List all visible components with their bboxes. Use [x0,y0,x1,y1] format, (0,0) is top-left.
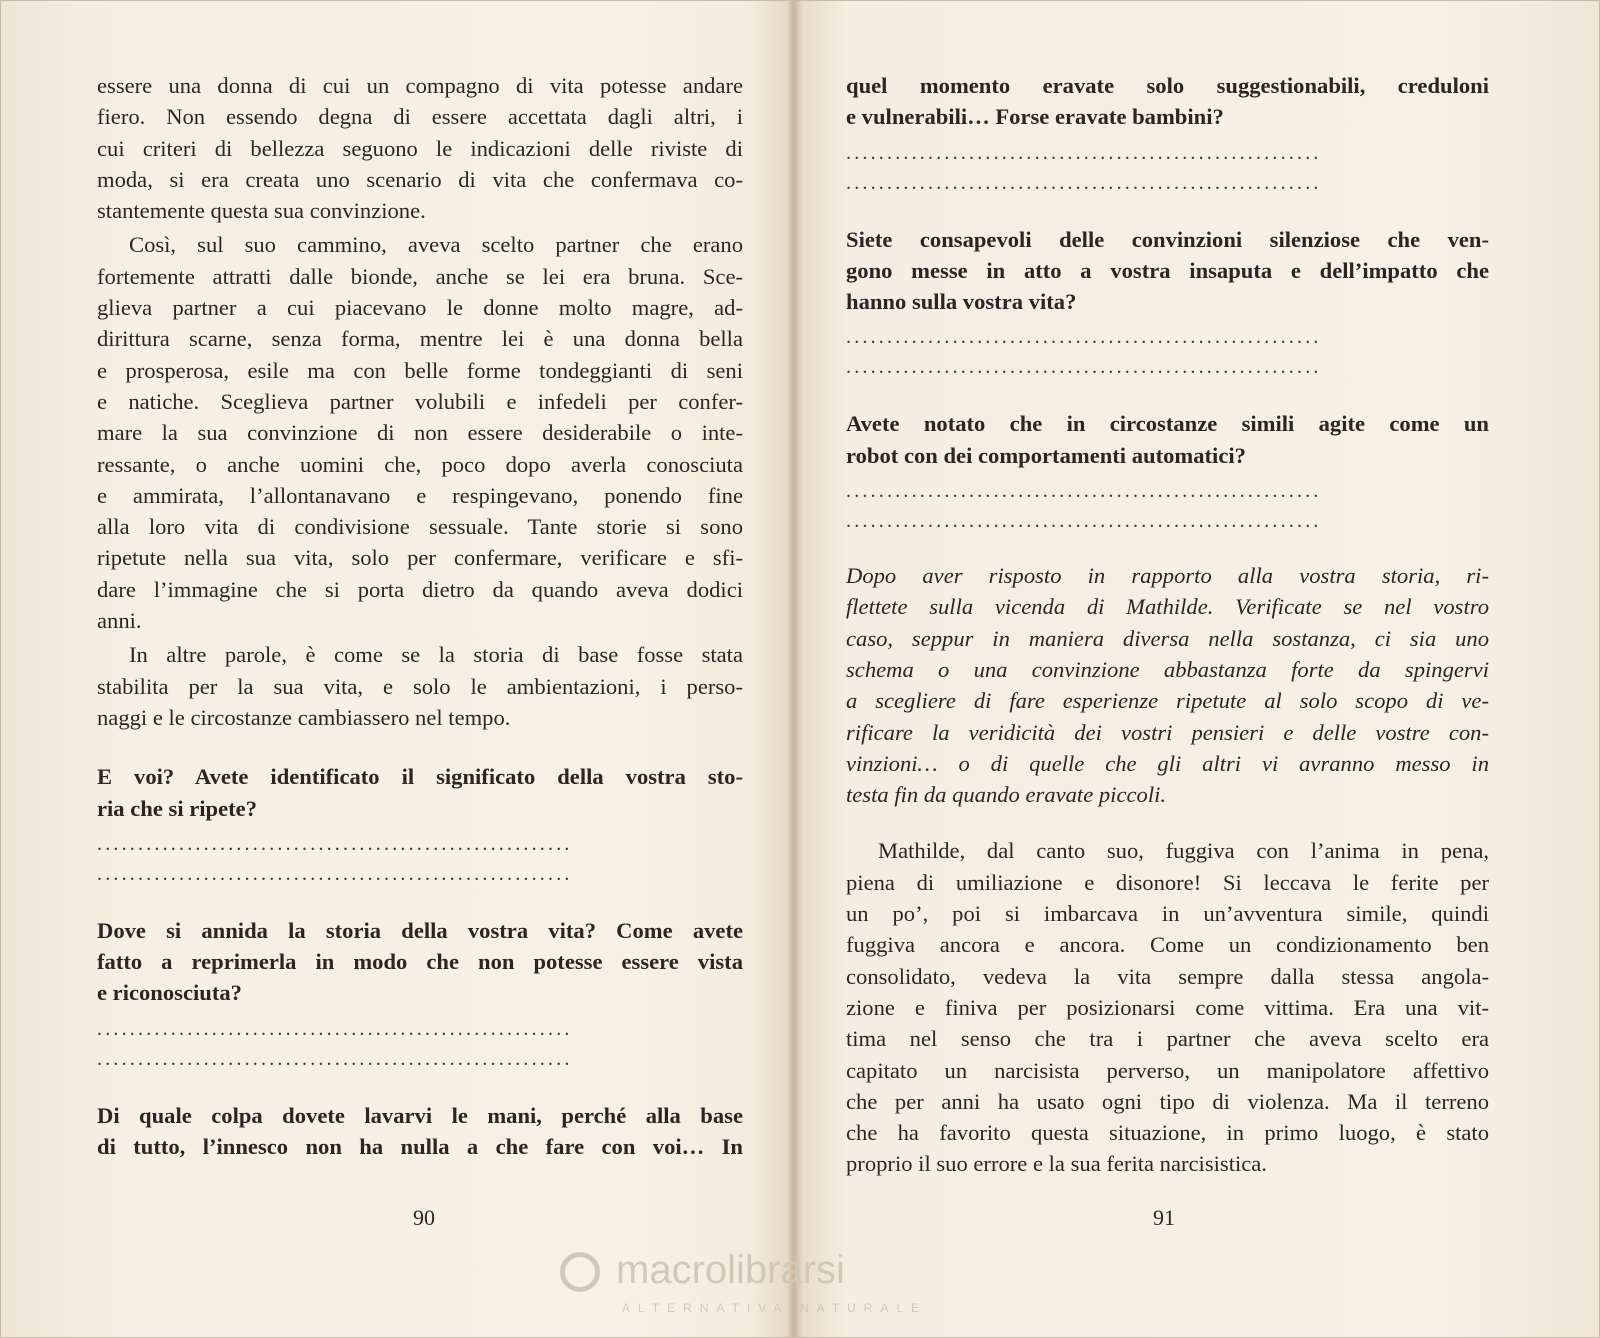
text-line: anni. [97,608,142,634]
text-line: Di quale colpa dovete lavarvi le mani, perché alla base [97,1102,743,1128]
paragraph [846,835,1489,1179]
text-line: stantemente questa sua convinzione. [97,198,426,224]
answer-line[interactable]: .......................................................... [846,171,1322,194]
watermark-brand: macrolibrarsi [616,1248,845,1292]
text-line: schema o una convinzione abbastanza forte da spingervi [846,656,1489,682]
question-prompt [846,408,1489,471]
text-line: stabilita per la sua vita, e solo le ambientazioni, i perso- [97,673,743,699]
text-line: che per anni ha usato ogni tipo di violenza. Ma il terreno [846,1088,1489,1114]
text-line: alla loro vita di condivisione sessuale. Tante storie si sono [97,514,743,540]
answer-line[interactable]: .......................................................... [846,356,1322,379]
text-line: vinzioni… o di quelle che gli altri vi avranno messo in [846,750,1489,776]
text-line: Siete consapevoli delle convinzioni silenziose che ven- [846,226,1489,252]
answer-lines[interactable] [97,829,743,889]
question-prompt [97,915,743,1009]
text-line: ressante, o anche uomini che, poco dopo averla conosciuta [97,451,743,477]
text-line: tima nel senso che tra i partner che aveva scelto era [846,1026,1489,1052]
right-page [846,70,1489,1180]
paragraph [97,70,743,226]
answer-line[interactable]: .......................................................... [97,832,573,855]
text-line: Mathilde, dal canto suo, fuggiva con l’anima in pena, [878,838,1489,864]
answer-lines[interactable] [846,476,1489,536]
watermark-tagline: ALTERNATIVA NATURALE [622,1301,928,1315]
text-line: e natiche. Sceglieva partner volubili e infedeli per confer- [97,388,743,414]
text-line: In altre parole, è come se la storia di base fosse stata [129,642,743,668]
text-line: e prosperosa, esile ma con belle forme tondeggianti di seni [97,357,743,383]
text-line: fuggiva ancora e ancora. Come un condizionamento ben [846,932,1489,958]
text-line: che ha favorito questa situazione, in primo luogo, è stato [846,1120,1489,1146]
text-line: quel momento eravate solo suggestionabili, creduloni [846,73,1489,98]
text-line: di tutto, l’innesco non ha nulla a che fare con voi… In [97,1134,743,1160]
watermark [560,1246,1040,1336]
text-line: moda, si era creata uno scenario di vita che confermava co- [97,166,743,192]
text-line: zione e finiva per posizionarsi come vittima. Era una vit- [846,994,1489,1020]
text-line: glieva partner a cui piacevano le donne molto magre, ad- [97,295,743,321]
text-line: consolidato, vedeva la vita sempre dalla stessa angola- [846,963,1489,989]
text-line: flettete sulla vicenda di Mathilde. Verificate se nel vostro [846,594,1489,620]
text-line: Dove si annida la storia della vostra vita? Come avete [97,917,743,943]
page-number-left: 90 [413,1205,435,1230]
answer-line[interactable]: .......................................................... [846,326,1322,349]
text-line: fiero. Non essendo degna di essere accettata dagli altri, i [97,104,743,130]
text-line: gono messe in atto a vostra insaputa e dell’impatto che [846,257,1489,283]
answer-line[interactable]: .......................................................... [97,1017,573,1040]
text-line: Avete notato che in circostanze simili agite come un [846,411,1489,437]
text-line: e riconosciuta? [97,980,242,1006]
answer-lines[interactable] [846,138,1489,198]
answer-line[interactable]: .......................................................... [846,480,1322,503]
text-line: e ammirata, l’allontanavano e respingevano, ponendo fine [97,482,743,508]
text-line: caso, seppur in maniera diversa nella sostanza, ci sia uno [846,625,1489,651]
question-prompt [97,1100,743,1163]
text-line: proprio il suo errore e la sua ferita narcisistica. [846,1151,1267,1177]
text-line: rificare la veridicità dei vostri pensieri e delle vostre con- [846,719,1489,745]
text-line: Dopo aver risposto in rapporto alla vostra storia, ri- [846,563,1489,589]
paragraph [97,639,743,733]
answer-line[interactable]: .......................................................... [97,1047,573,1070]
text-line: fortemente attratti dalle bionde, anche se lei era bruna. Sce- [97,263,743,289]
text-line: piena di umiliazione e disonore! Si leccava le ferite per [846,869,1489,895]
text-line: mare la sua convinzione di non essere desiderabile o inte- [97,420,743,446]
text-line: un po’, poi si imbarcava in un’avventura simile, quindi [846,901,1489,927]
answer-line[interactable]: .......................................................... [846,141,1322,164]
question-prompt [846,224,1489,318]
text-line: robot con dei comportamenti automatici? [846,442,1246,468]
answer-lines[interactable] [846,322,1489,382]
text-line: hanno sulla vostra vita? [846,289,1077,315]
page-number-right: 91 [1153,1205,1175,1230]
question-prompt [846,70,1489,133]
text-line: dirittura scarne, senza forma, mentre lei è una donna bella [97,326,743,352]
answer-line[interactable]: .......................................................... [97,862,573,885]
text-line: testa fin da quando eravate piccoli. [846,782,1167,808]
answer-line[interactable]: .......................................................... [846,510,1322,533]
text-line: capitato un narcisista perverso, un manipolatore affettivo [846,1057,1489,1083]
text-line: E voi? Avete identificato il significato della vostra sto- [97,764,743,790]
italic-instruction [846,560,1489,810]
text-line: cui criteri di bellezza seguono le indicazioni delle riviste di [97,135,743,161]
text-line: Così, sul suo cammino, aveva scelto partner che erano [129,232,743,258]
paragraph [97,229,743,636]
text-line: essere una donna di cui un compagno di vita potesse andare [97,73,743,98]
watermark-logo-icon [560,1252,600,1292]
left-page [97,70,743,1162]
question-prompt [97,761,743,824]
text-line: a scegliere di fare esperienze ripetute al solo scopo di ve- [846,688,1489,714]
text-line: ripetute nella sua vita, solo per confermare, verificare e sfi- [97,545,743,571]
text-line: ria che si ripete? [97,795,257,821]
answer-lines[interactable] [97,1014,743,1074]
text-line: fatto a reprimerla in modo che non potesse essere vista [97,949,743,975]
text-line: e vulnerabili… Forse eravate bambini? [846,104,1224,130]
text-line: dare l’immagine che si porta dietro da quando aveva dodici [97,576,743,602]
text-line: naggi e le circostanze cambiassero nel tempo. [97,704,511,730]
